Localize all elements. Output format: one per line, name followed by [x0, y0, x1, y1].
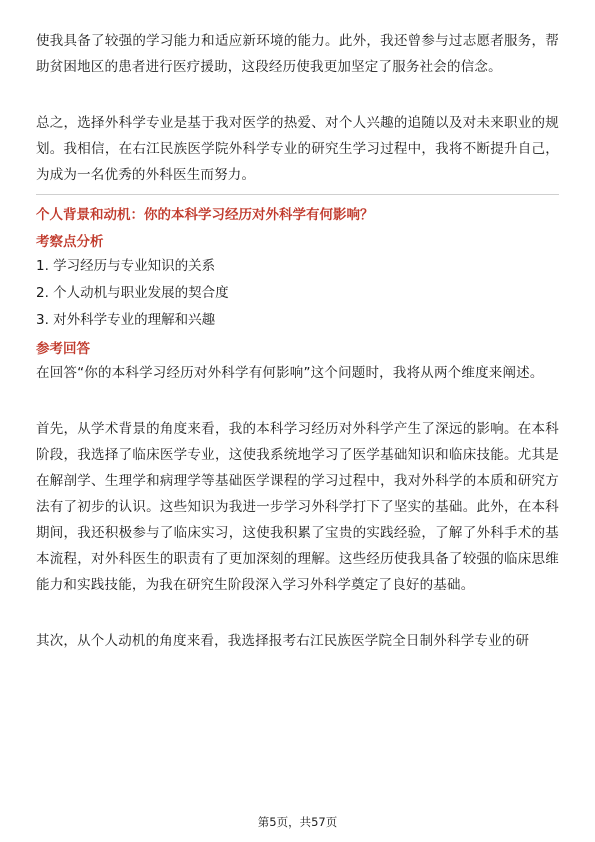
- answer-heading: 参考回答: [36, 341, 90, 357]
- answer-paragraph-3: 其次，从个人动机的角度来看，我选择报考右江民族医学院全日制外科学专业的研: [36, 633, 530, 649]
- analysis-point-1: 1. 学习经历与专业知识的关系: [36, 258, 216, 274]
- answer-paragraph-1: 在回答“你的本科学习经历对外科学有何影响”这个问题时，我将从两个维度来阐述。: [36, 365, 544, 381]
- analysis-point-2: 2. 个人动机与职业发展的契合度: [36, 285, 229, 301]
- analysis-heading: 考察点分析: [36, 234, 104, 250]
- page-content: [36, 28, 559, 654]
- paragraph-spacer: [36, 80, 559, 110]
- section-divider: [36, 194, 559, 195]
- intro-paragraph-2: 总之，选择外科学专业是基于我对医学的热爱、对个人兴趣的追随以及对未来职业的规划。我相信，在右江民族医学院外科学专业的研究生学习过程中，我将不断提升自己，为成为一名优秀的外科医生而努力。: [36, 115, 559, 183]
- page-number-footer: 第5页，共57页: [257, 815, 338, 829]
- paragraph-spacer: [36, 386, 559, 416]
- analysis-point-3: 3. 对外科学专业的理解和兴趣: [36, 312, 216, 328]
- interview-question: 个人背景和动机：你的本科学习经历对外科学有何影响？: [36, 207, 374, 223]
- intro-paragraph-1: 使我具备了较强的学习能力和适应新环境的能力。此外，我还曾参与过志愿者服务，帮助贫困地区的患者进行医疗援助，这段经历使我更加坚定了服务社会的信念。: [36, 33, 559, 75]
- paragraph-spacer: [36, 598, 559, 628]
- answer-paragraph-2: 首先，从学术背景的角度来看，我的本科学习经历对外科学产生了深远的影响。在本科阶段，我选择了临床医学专业，这使我系统地学习了医学基础知识和临床技能。尤其是在解剖学、生理学和病理学等基础医学课程的学习过程中，我对外科学的本质和研究方法有了初步的认识。这些知识为我进一步学习外科学打下了坚实的基础。此外，在本科期间，我还积极参与了临床实习，这使我积累了宝贵的实践经验，了解了外科手术的基本流程，对外科医生的职责有了更加深刻的理解。这些经历使我具备了较强的临床思维能力和实践技能，为我在研究生阶段深入学习外科学奠定了良好的基础。: [36, 421, 559, 593]
